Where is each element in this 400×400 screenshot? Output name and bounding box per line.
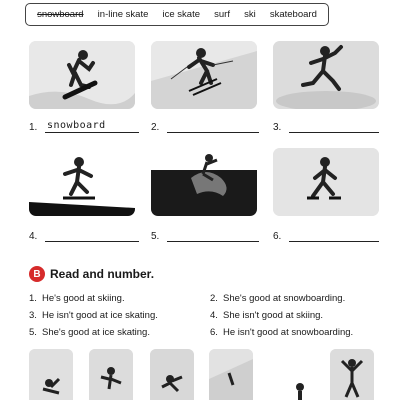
picture-6 [273,148,379,216]
word-bank-item: skateboard [269,9,317,20]
skateboarder-icon [29,148,135,216]
item-number: 1. [29,122,38,133]
surfer-icon [151,148,257,216]
sentence-item [210,293,345,304]
sentence-number: 5. [29,327,37,338]
ice-skater-cheer-icon [330,349,374,400]
item-number: 2. [151,122,160,133]
word-bank-item: snowboard [37,9,84,20]
answer-line-4[interactable] [29,228,139,242]
answer-text [289,120,379,133]
picture-1 [29,41,135,109]
word-bank-item: ice skate [162,9,200,20]
sentence-number: 1. [29,293,37,304]
answer-text [45,229,139,242]
answer-text: snowboard [45,120,139,133]
ice-skater-icon [273,41,379,109]
inline-skater-icon [273,148,379,216]
sentence-text: He isn't good at snowboarding. [223,327,354,338]
sentence-item [210,327,353,338]
bottom-picture-1 [29,349,73,400]
bottom-picture-6 [330,349,374,400]
section-badge: B [29,266,45,282]
sentence-item [29,310,158,321]
bottom-picture-2 [89,349,133,400]
picture-4 [29,148,135,216]
sentence-text: She's good at snowboarding. [223,293,346,304]
snowboarder-icon [29,41,135,109]
sentence-text: He's good at skiing. [42,293,125,304]
answer-text [167,229,259,242]
sentence-item [29,327,150,338]
item-number: 4. [29,231,38,242]
sentence-item [210,310,323,321]
sentence-text: She's good at ice skating. [42,327,150,338]
answer-line-3[interactable] [273,119,379,133]
item-number: 3. [273,122,282,133]
word-bank [25,3,329,26]
skier-fall-icon [150,349,194,400]
bottom-picture-5 [278,349,322,400]
answer-line-6[interactable] [273,228,379,242]
fallen-snowboarder-icon [29,349,73,400]
picture-5 [151,148,257,216]
bottom-picture-3 [150,349,194,400]
sentence-text: He isn't good at ice skating. [42,310,158,321]
answer-text [289,229,379,242]
sentence-number: 2. [210,293,218,304]
sentence-number: 6. [210,327,218,338]
word-bank-item: in-line skate [97,9,149,20]
sentence-number: 3. [29,310,37,321]
word-bank-item: ski [244,9,256,20]
section-b-heading [29,266,154,282]
sentence-text: She isn't good at skiing. [223,310,324,321]
sentence-item [29,293,125,304]
picture-2 [151,41,257,109]
answer-line-2[interactable] [151,119,259,133]
skier-slope-icon [209,349,253,400]
skier-icon [151,41,257,109]
snowboarder-stand-icon [278,349,322,400]
item-number: 6. [273,231,282,242]
answer-line-5[interactable] [151,228,259,242]
answer-line-1[interactable] [29,119,139,133]
item-number: 5. [151,231,160,242]
picture-3 [273,41,379,109]
ice-skater-fall-icon [89,349,133,400]
section-title: Read and number. [50,267,155,281]
sentence-number: 4. [210,310,218,321]
word-bank-item: surf [214,9,230,20]
answer-text [167,120,259,133]
bottom-picture-4 [209,349,253,400]
